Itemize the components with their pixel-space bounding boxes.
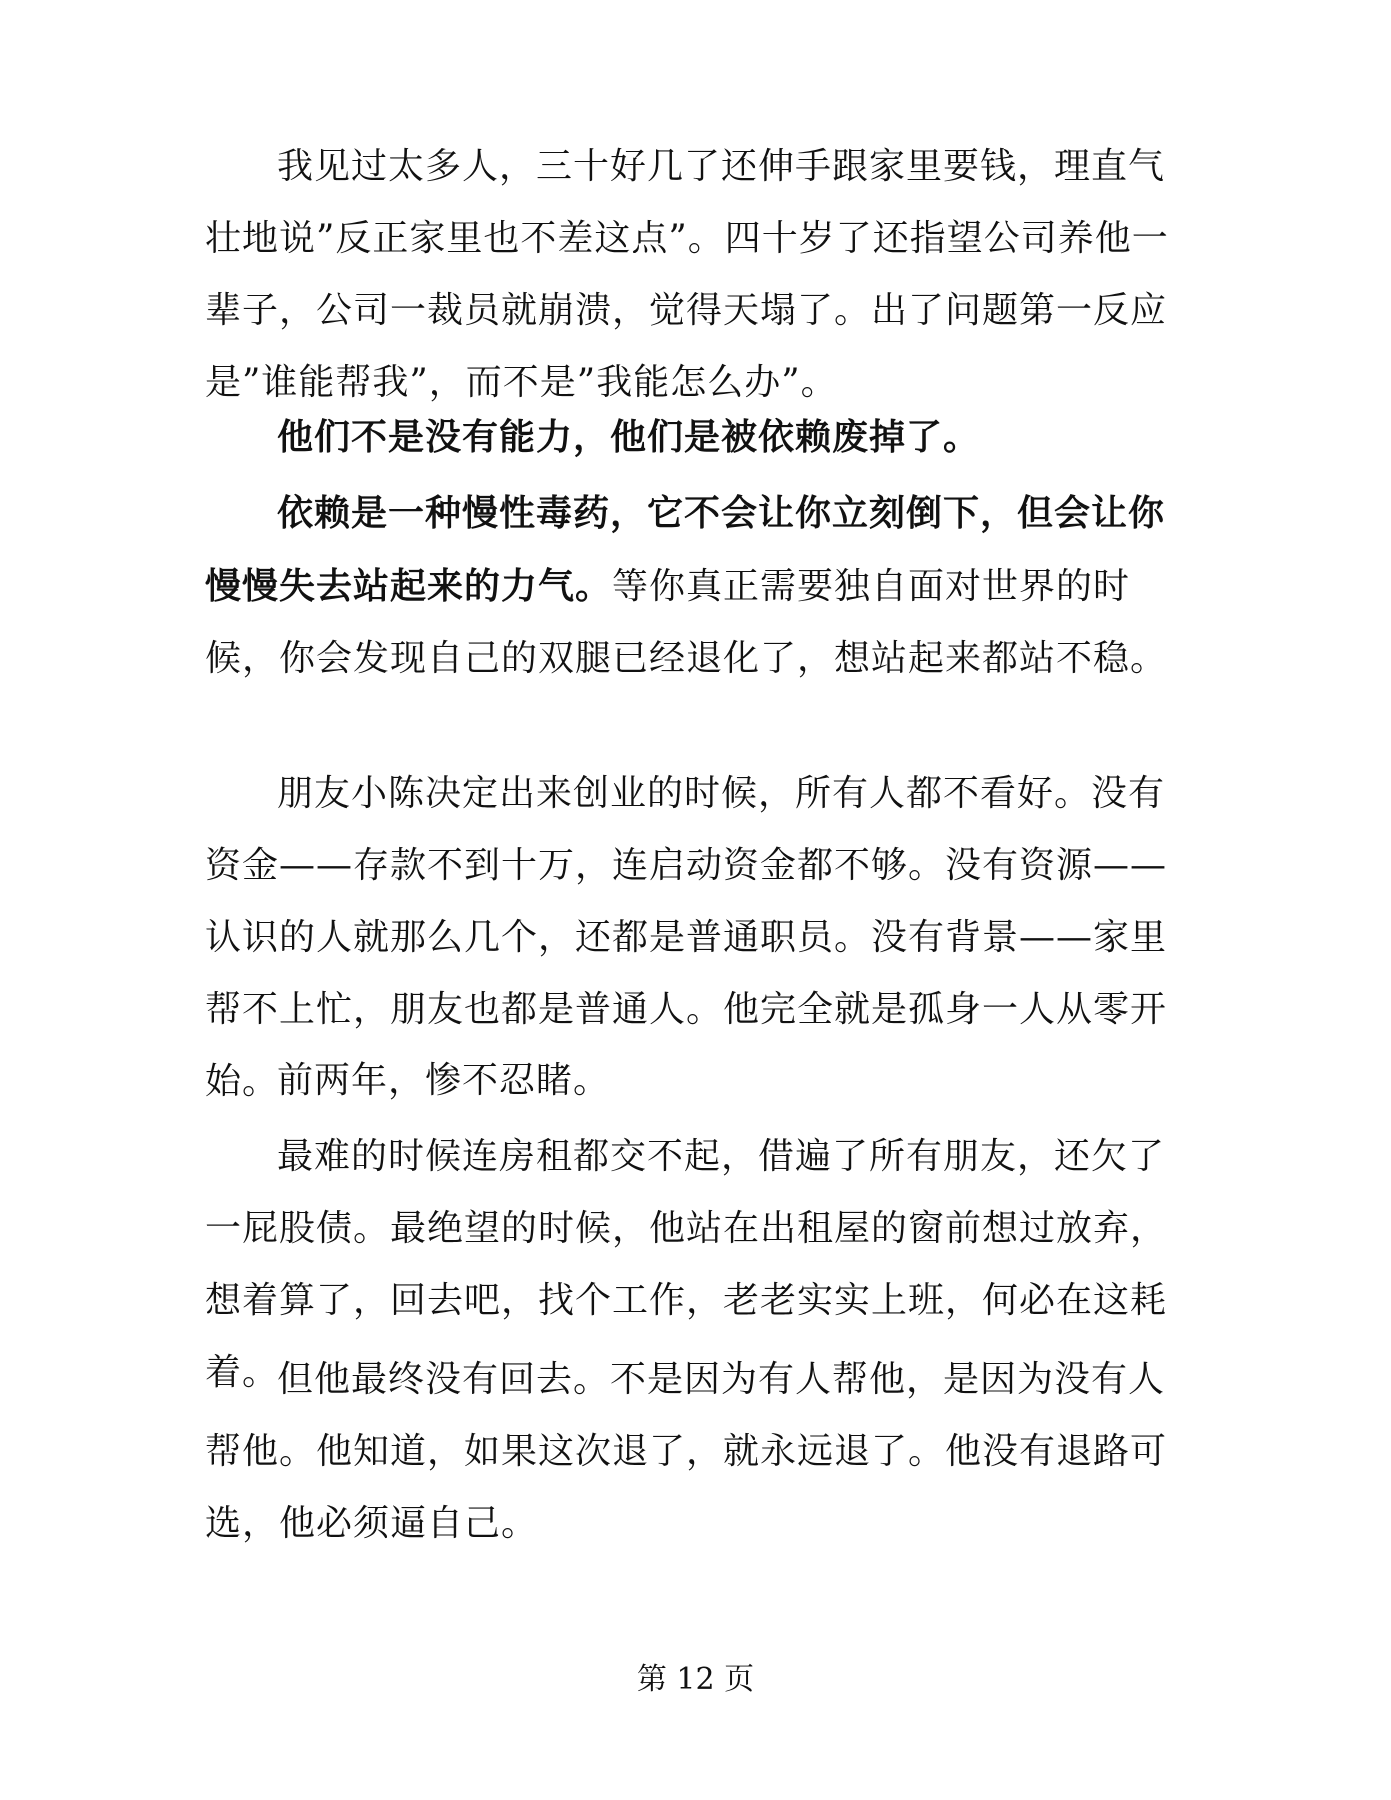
page-number: 第 12 页 [636,1662,755,1697]
paragraph-2 [205,401,1185,474]
paragraph-2-bold: 他们不是没有能力，他们是被依赖废掉了。 [277,416,981,458]
body-text-5 [205,1044,1185,1117]
paragraph-6-text: 最难的时候连房租都交不起，借遍了所有朋友，还欠了一屁股债。最绝望的时候，他站在出租屋的窗前想过放弃，想着算了，回去吧，找个工作，老老实实上班，何必在这耗着。 [205,1136,1168,1393]
paragraph-7 [205,1343,1185,1560]
paragraph-5-text: 前两年，惨不忍睹。 [277,1060,611,1101]
paragraph-1 [205,130,1185,419]
body-text-2 [205,401,1185,474]
paragraph-3-text: 等你真正需要独自面对世界的时候，你会发现自己的双腿已经退化了，想站起来都站不稳。 [205,566,1168,679]
paragraph-1-text: 我见过太多人，三十好几了还伸手跟家里要钱，理直气壮地说”反正家里也不差这点”。四十岁了还指望公司养他一辈子，公司一裁员就崩溃，觉得天塌了。出了问题第一反应是”谁能帮我”，而不是”我能怎么办”。 [205,146,1169,403]
paragraph-3 [205,477,1185,695]
paragraph-3-bold: 依赖是一种慢性毒药，它不会让你立刻倒下，但会让你慢慢失去站起来的力气。 [205,492,1166,607]
paragraph-7-text: 但他最终没有回去。不是因为有人帮他，是因为没有人帮他。他知道，如果这次退了，就永远退了。他没有退路可选，他必须逼自己。 [205,1359,1168,1544]
paragraph-5 [205,1044,1185,1117]
paragraph-4-text: 朋友小陈决定出来创业的时候，所有人都不看好。没有资金——存款不到十万，连启动资金都不够。没有资源——认识的人就那么几个，还都是普通职员。没有背景——家里帮不上忙，朋友也都是普通人。他完全就是孤身一人从零开始。 [205,773,1168,1102]
body-text [205,130,1185,419]
body-text-3 [205,477,1185,695]
body-text-7 [205,1343,1185,1560]
